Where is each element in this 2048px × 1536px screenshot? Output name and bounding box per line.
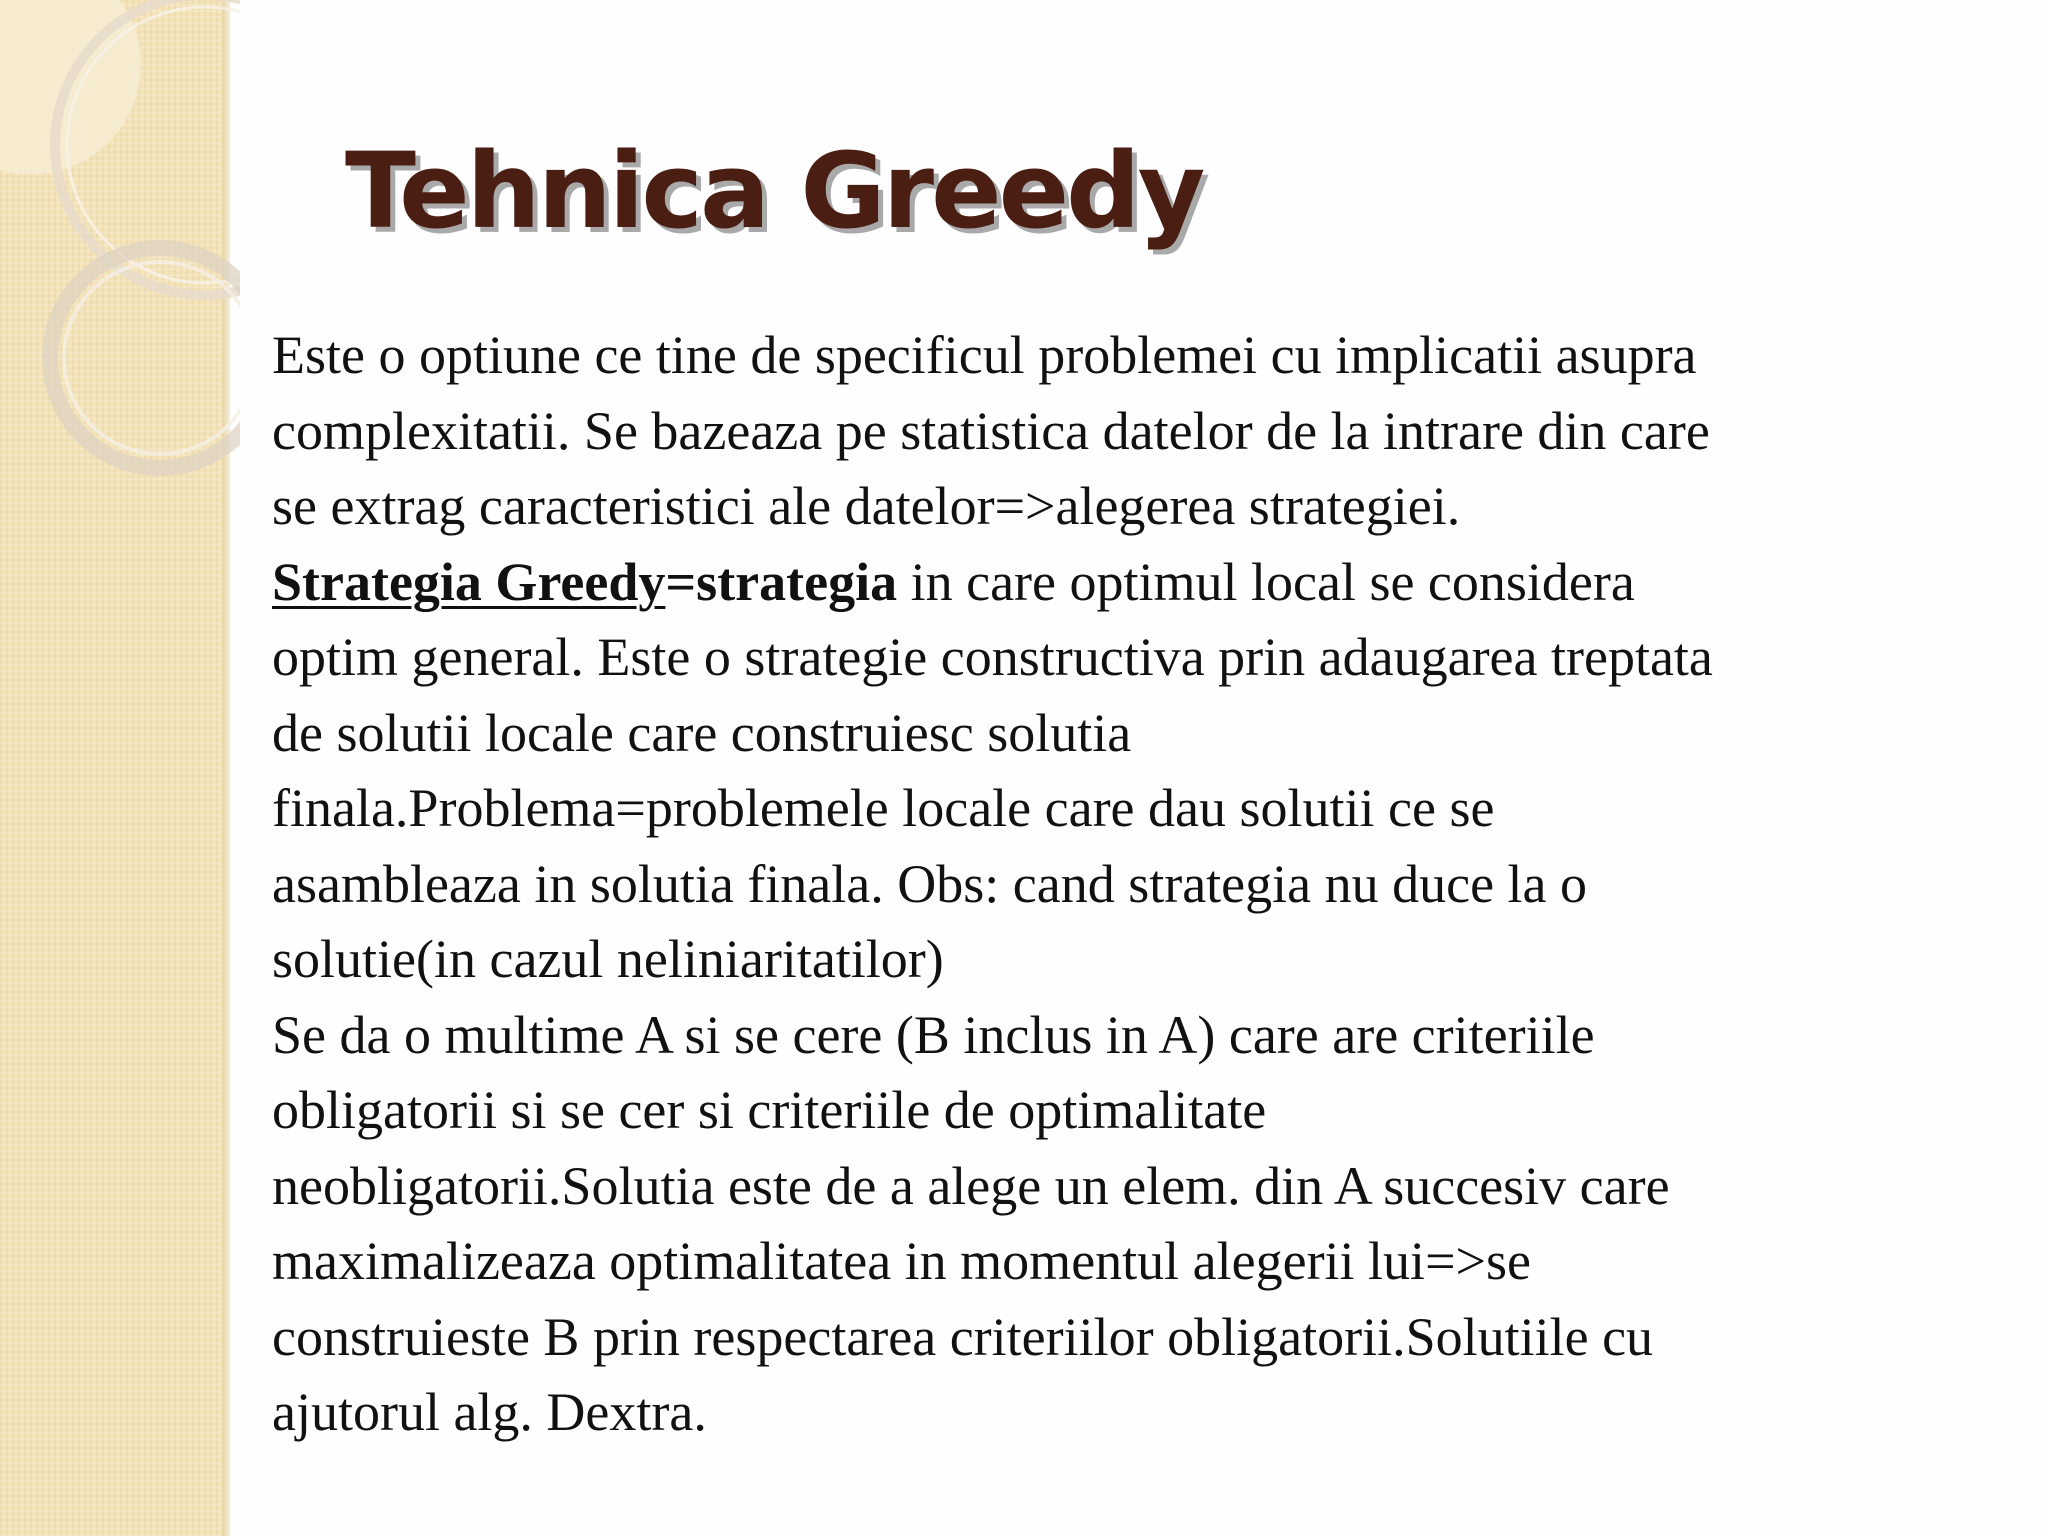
definition-term: Strategia Greedy <box>272 551 666 612</box>
decorative-rings-icon <box>0 0 240 520</box>
body-line: maximalizeaza optimalitatea in momentul alegerii lui=>se <box>272 1231 1531 1291</box>
body-line: complexitatii. Se bazeaza pe statistica datelor de la intrare din care <box>272 400 1710 461</box>
definition-equals: =strategia <box>665 551 898 612</box>
body-line: solutie(in cazul neliniaritatilor) <box>272 929 944 989</box>
body-line: neobligatorii.Solutia este de a alege un elem. din A succesiv care <box>272 1155 1670 1216</box>
body-line: asambleaza in solutia finala. Obs: cand strategia nu duce la o <box>272 853 1588 914</box>
slide-body <box>272 318 1972 1451</box>
body-line: optim general. Este o strategie constructiva prin adaugarea treptata <box>272 627 1713 687</box>
body-line: se extrag caracteristici ale datelor=>alegerea strategiei. <box>272 476 1461 536</box>
body-line: obligatorii si se cer si criteriile de optimalitate <box>272 1080 1267 1140</box>
body-line: Se da o multime A si se cere (B inclus in A) care are criteriile <box>272 1004 1595 1065</box>
slide-title: Tehnica Greedy <box>345 130 1203 252</box>
body-line: Este o optiune ce tine de specificul problemei cu implicatii asupra <box>272 325 1697 385</box>
body-line: ajutorul alg. Dextra. <box>272 1382 707 1442</box>
definition-rest: in care optimul local se considera <box>897 551 1635 612</box>
body-line: de solutii locale care construiesc solutia <box>272 702 1132 763</box>
definition-line <box>272 545 1972 621</box>
body-line: finala.Problema=problemele locale care dau solutii ce se <box>272 778 1495 838</box>
body-line: construieste B prin respectarea criteriilor obligatorii.Solutiile cu <box>272 1306 1654 1367</box>
